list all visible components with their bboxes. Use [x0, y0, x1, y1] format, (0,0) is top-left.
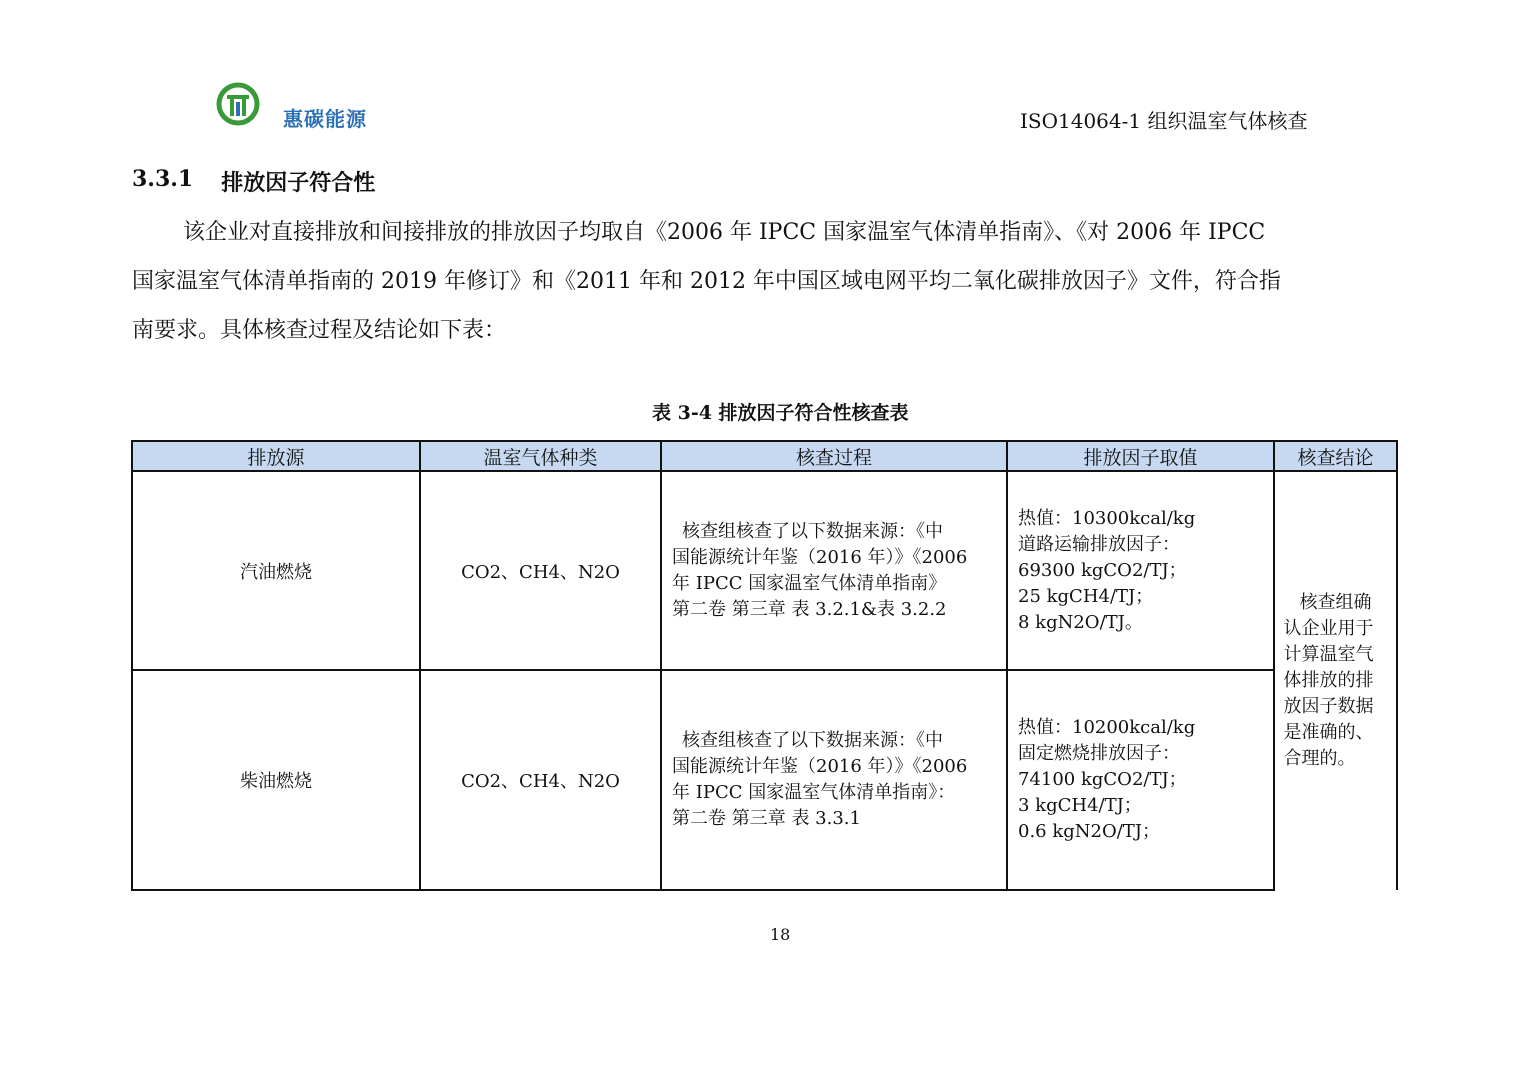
column-header: 排放源	[132, 441, 420, 471]
column-header: 核查过程	[661, 441, 1007, 471]
table-row	[132, 670, 1397, 890]
section-number: 3.3.1	[132, 166, 194, 192]
conclusion-cell	[1274, 471, 1397, 890]
section-title: 排放因子符合性	[221, 170, 376, 196]
factor-line: 25 kgCH4/TJ；	[1018, 585, 1154, 607]
factor-line: 0.6 kgN2O/TJ；	[1018, 821, 1161, 842]
table-header-row	[132, 441, 1397, 471]
factor-line: 3 kgCH4/TJ；	[1018, 795, 1142, 816]
gases-cell: CO2、CH4、N2O	[420, 670, 661, 890]
factor-line: 道路运输排放因子：	[1018, 533, 1180, 555]
column-header: 温室气体种类	[420, 441, 661, 471]
factor-line: 8 kgN2O/TJ。	[1018, 611, 1143, 633]
process-line: 年 IPCC 国家温室气体清单指南》	[672, 572, 947, 594]
column-header: 排放因子取值	[1007, 441, 1274, 471]
factor-line: 固定燃烧排放因子：	[1018, 743, 1180, 764]
process-line: 国能源统计年鉴（2016 年）》《2006	[672, 546, 968, 568]
column-header: 核查结论	[1274, 441, 1397, 471]
process-cell	[661, 670, 1007, 890]
process-line: 第二卷 第三章 表 3.3.1	[672, 808, 861, 829]
gases-cell: CO2、CH4、N2O	[420, 471, 661, 670]
document-title: ISO14064-1 组织温室气体核查	[1020, 109, 1308, 133]
body-line: 南要求。具体核查过程及结论如下表：	[132, 318, 507, 343]
factor-line: 热值：10300kcal/kg	[1018, 507, 1196, 529]
section-heading	[132, 166, 375, 197]
process-line: 核查组核查了以下数据来源：《中	[682, 520, 943, 542]
table-caption: 表 3-4 排放因子符合性核查表	[652, 402, 909, 424]
factor-line: 74100 kgCO2/TJ；	[1018, 769, 1187, 790]
process-cell	[661, 471, 1007, 670]
hcny-logo-icon	[216, 82, 260, 126]
source-cell: 汽油燃烧	[132, 471, 420, 670]
process-line: 年 IPCC 国家温室气体清单指南》：	[672, 782, 956, 803]
process-line: 第二卷 第三章 表 3.2.1&表 3.2.2	[672, 598, 947, 620]
source-cell: 柴油燃烧	[132, 670, 420, 890]
conclusion-text: 核查组确认企业用于计算温室气体排放的排放因子数据是准确的、合理的。	[1283, 592, 1374, 769]
body-line: 该企业对直接排放和间接排放的排放因子均取自《2006 年 IPCC 国家温室气体清单指南》、《对 2006 年 IPCC	[183, 220, 1266, 245]
factor-line: 69300 kgCO2/TJ；	[1018, 559, 1187, 581]
factor-line: 热值：10200kcal/kg	[1018, 717, 1196, 738]
factor-cell	[1007, 471, 1274, 670]
table-row	[132, 471, 1397, 670]
brand-name: 惠碳能源	[283, 107, 367, 131]
factor-cell	[1007, 670, 1274, 890]
page-number: 18	[770, 925, 791, 944]
emission-factor-table	[131, 440, 1398, 891]
body-line: 国家温室气体清单指南的 2019 年修订》和《2011 年和 2012 年中国区域电网平均二氧化碳排放因子》文件，符合指	[132, 269, 1281, 294]
process-line: 核查组核查了以下数据来源：《中	[682, 730, 943, 751]
process-line: 国能源统计年鉴（2016 年）》《2006	[672, 756, 968, 777]
